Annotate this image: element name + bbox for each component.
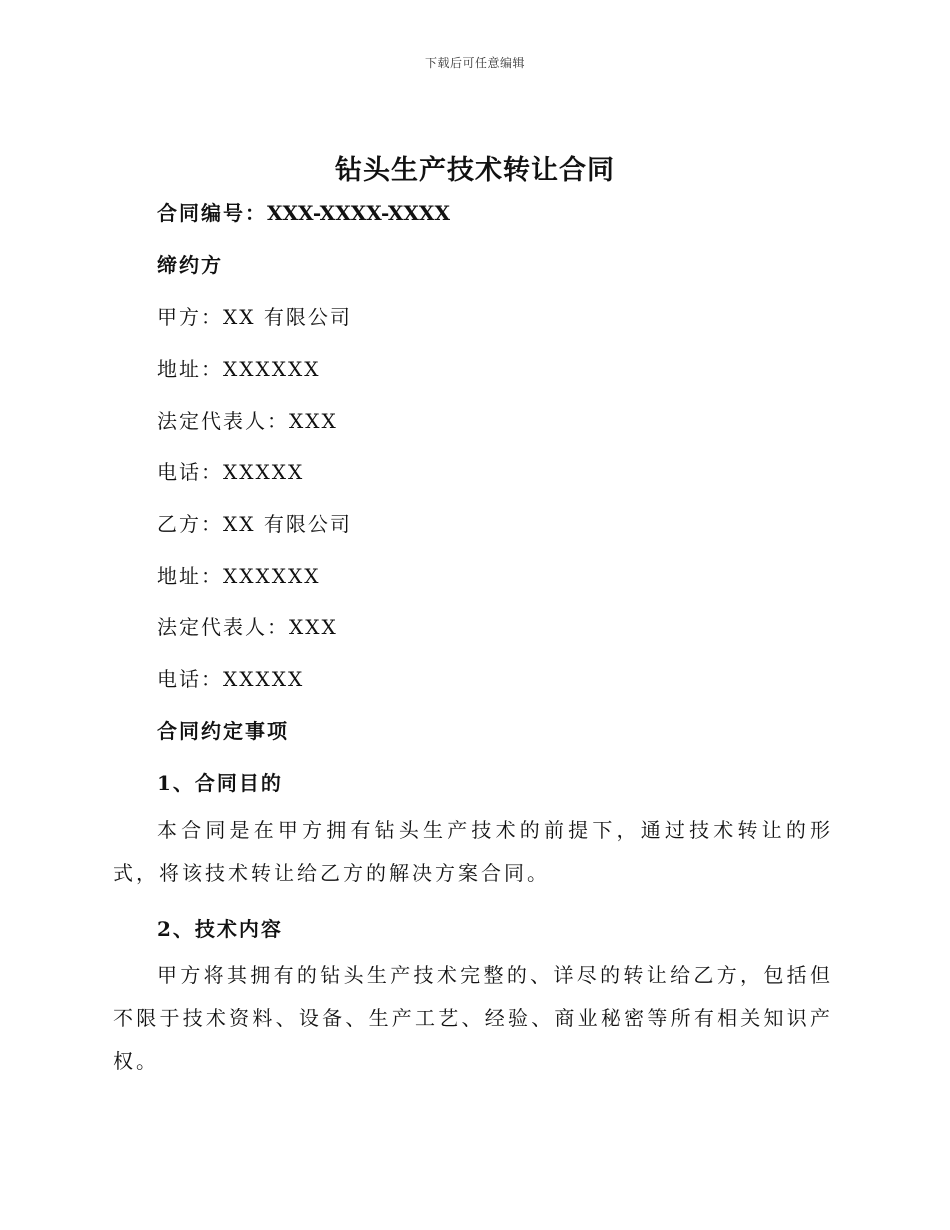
section-1-heading: 1、合同目的 <box>157 771 283 795</box>
section-2-heading: 2、技术内容 <box>157 917 283 941</box>
party-b-name: 乙方：XX 有限公司 <box>157 512 352 536</box>
contract-number-value: XXX-XXXX-XXXX <box>267 201 450 225</box>
party-a-name: 甲方：XX 有限公司 <box>157 305 352 329</box>
terms-heading: 合同约定事项 <box>157 719 289 743</box>
party-a-phone: 电话：XXXXX <box>157 460 305 484</box>
party-a-address: 地址：XXXXXX <box>157 357 321 381</box>
page-header-note: 下载后可任意编辑 <box>424 56 525 70</box>
document-title: 钻头生产技术转让合同 <box>335 155 615 186</box>
party-b-phone: 电话：XXXXX <box>157 667 305 691</box>
party-b-address: 地址：XXXXXX <box>157 564 321 588</box>
contract-number <box>157 197 450 226</box>
contract-number-label: 合同编号： <box>157 201 267 225</box>
section-1-body: 本合同是在甲方拥有钻头生产技术的前提下，通过技术转让的形式，将该技术转让给乙方的解决方案合同。 <box>113 818 833 885</box>
party-b-representative: 法定代表人：XXX <box>157 615 338 639</box>
party-a-representative: 法定代表人：XXX <box>157 409 338 433</box>
parties-heading: 缔约方 <box>157 253 223 277</box>
section-2-body: 甲方将其拥有的钻头生产技术完整的、详尽的转让给乙方，包括但不限于技术资料、设备、生产工艺、经验、商业秘密等所有相关知识产权。 <box>113 963 833 1073</box>
